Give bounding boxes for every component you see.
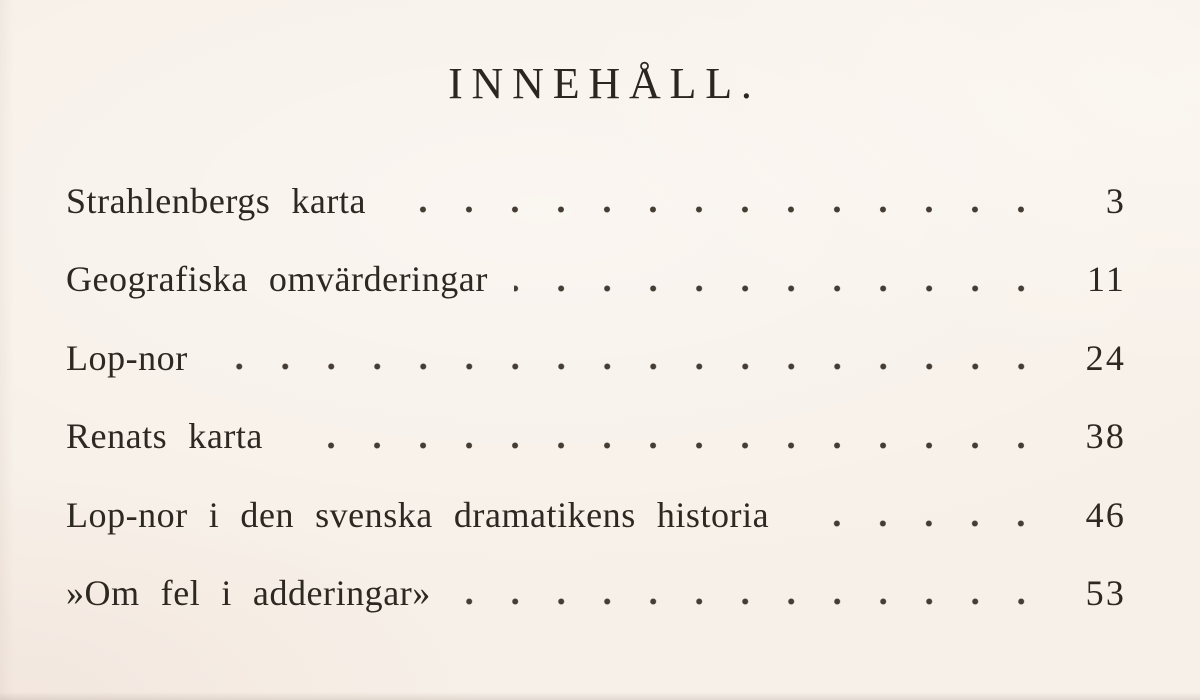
toc-page-number: 38 [1085, 416, 1126, 457]
toc-entry [66, 338, 1126, 379]
dot-leader [392, 206, 1044, 213]
toc-entry [66, 416, 1126, 457]
toc-entry-title: Strahlenbergs karta [66, 181, 367, 221]
dot-leader [514, 285, 1044, 292]
toc-entry-title: Lop-nor [66, 337, 188, 378]
toc-entry [66, 495, 1126, 536]
toc-page-number: 11 [1087, 259, 1126, 300]
dot-leader [457, 598, 1044, 605]
toc-page-number: 46 [1085, 494, 1126, 535]
table-of-contents [66, 181, 1126, 614]
toc-entry [66, 181, 1126, 222]
dot-leader [214, 363, 1044, 370]
dot-leader [289, 442, 1044, 449]
toc-entry-title: Renats karta [66, 416, 263, 457]
toc-page-number: 3 [1105, 181, 1126, 221]
toc-entry [66, 573, 1126, 614]
toc-entry [66, 259, 1126, 300]
toc-entry-title: Lop-nor i den svenska dramatikens historia [66, 494, 770, 535]
toc-page-number: 53 [1085, 572, 1126, 613]
toc-entry-title: »Om fel i adderingar» [66, 572, 431, 613]
toc-entry-title: Geografiska omvärderingar [66, 259, 488, 300]
dot-leader [795, 520, 1044, 527]
toc-page-number: 24 [1085, 337, 1126, 378]
page-title: INNEHÅLL. [448, 59, 761, 108]
